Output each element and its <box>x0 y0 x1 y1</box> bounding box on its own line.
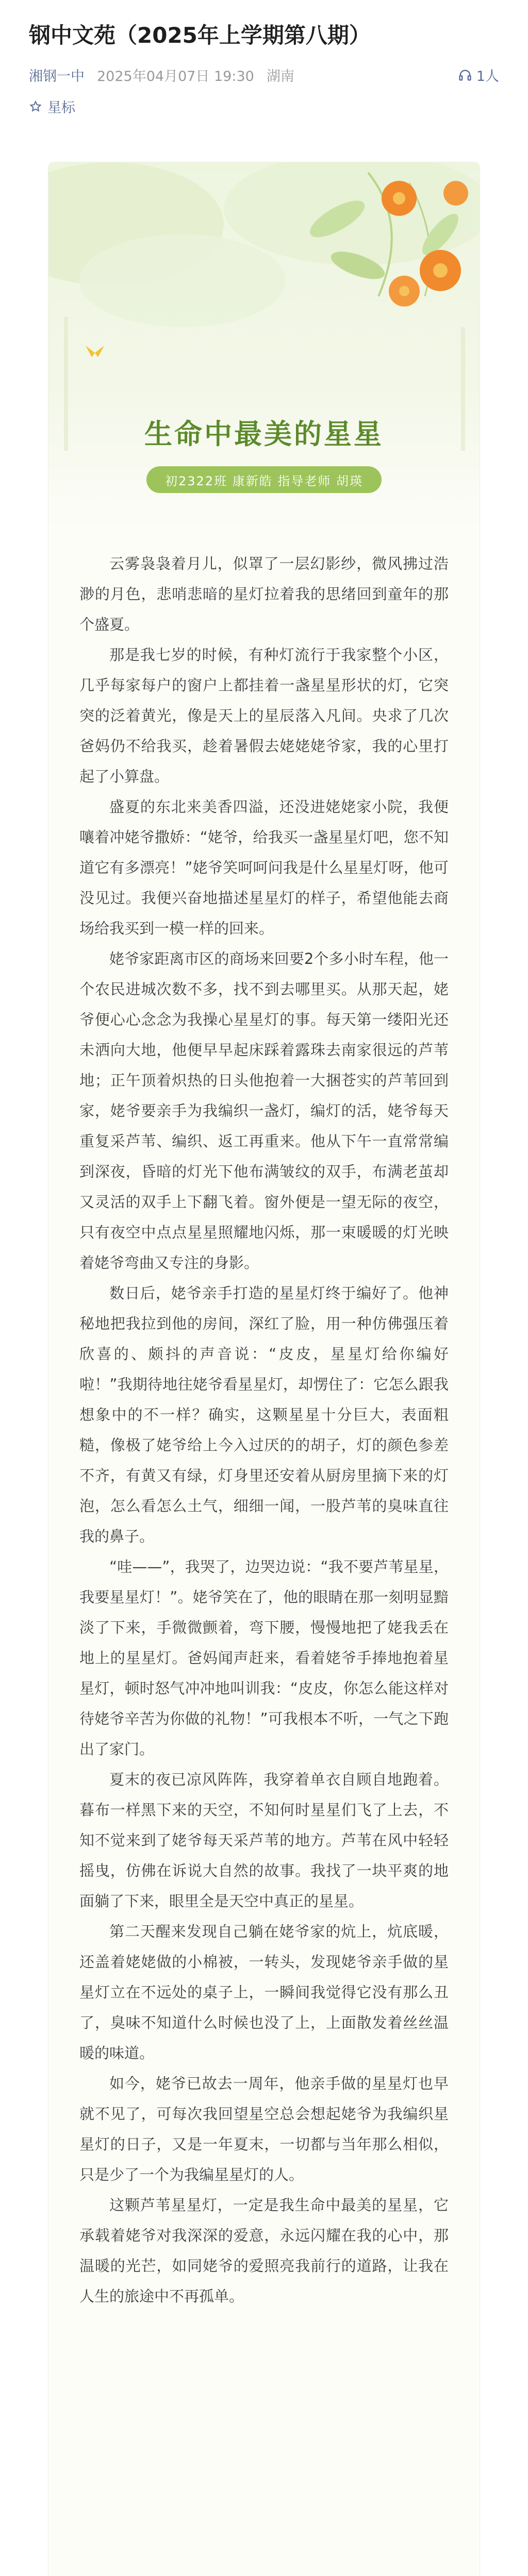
article-header <box>0 0 528 116</box>
byline-pill: 初2322班 康新皓 指导老师 胡瑛 <box>146 466 382 493</box>
paragraph: 这颗芦苇星星灯，一定是我生命中最美的星星，它承载着姥爷对我深深的爱意，永远闪耀在我的心中，那温暖的光芒，如同姥爷的爱照亮我前行的道路，让我在人生的旅途中不再孤单。 <box>79 2196 449 2305</box>
paragraph: 云雾袅袅着月儿，似罩了一层幻影纱，微风拂过浩渺的月色，悲哨悲暗的星灯拉着我的思绪回到童年的那个盛夏。 <box>79 555 449 633</box>
location: 湖南 <box>266 69 294 84</box>
listen-count: 1人 <box>476 69 499 84</box>
article-title: 生命中最美的星星 <box>144 418 384 450</box>
paragraph: 数日后，姥爷亲手打造的星星灯终于编好了。他神秘地把我拉到他的房间，深红了脸，用一种仿佛强压着欣喜的、颇抖的声音说：“皮皮，星星灯给你编好啦！”我期待地往姥爷看星星灯，却愣住了：它怎么跟我想象中的不一样？确实，这颗星星十分巨大，表面粗糙，像极了姥爷给上今入过厌的的胡子，灯的颜色参差不齐，有黄又有绿，灯身里还安着从厨房里摘下来的灯泡，怎么看怎么土气，细细一闻，一股芦苇的臭味直往我的鼻子。 <box>79 1284 449 1545</box>
page-title: 钢中文苑（2025年上学期第八期） <box>29 23 371 48</box>
headphones-icon <box>458 68 472 82</box>
paragraph: 那是我七岁的时候，有种灯流行于我家整个小区，几乎每家每户的窗户上都挂着一盏星星形状的灯，它突突的泛着黄光，像是天上的星辰落入凡间。央求了几次爸妈仍不给我买，趁着暑假去姥姥姥爷家，我的心里打起了小算盘。 <box>79 646 449 785</box>
article-card <box>48 162 480 2576</box>
paragraph: 盛夏的东北来美香四溢，还没进姥姥家小院，我便嚷着冲姥爷撒娇：“姥爷，给我买一盏星星灯吧，您不知道它有多漂亮！”姥爷笑呵呵问我是什么星星灯呀，他可没见过。我便兴奋地描述星星灯的样子，希望他能去商场给我买到一模一样的回来。 <box>79 798 449 937</box>
star-label: 星标 <box>47 100 75 116</box>
article-body <box>79 549 449 2312</box>
account-name-link[interactable]: 湘钢一中 <box>29 69 85 84</box>
star-button[interactable] <box>29 96 499 116</box>
meta-row <box>29 65 499 85</box>
paragraph: 夏末的夜已凉风阵阵，我穿着单衣自顾自地跑着。暮布一样黑下来的天空，不知何时星星们飞了上去，不知不觉来到了姥爷每天采芦苇的地方。芦苇在风中轻轻摇曳，仿佛在诉说大自然的故事。我找了一块平爽的地面躺了下来，眼里全是天空中真正的星星。 <box>79 1771 449 1910</box>
listen-button[interactable] <box>458 65 499 85</box>
star-outline-icon <box>29 100 42 113</box>
publish-date: 2025年04月07日 19:30 <box>97 69 254 84</box>
paragraph: 第二天醒来发现自己躺在姥爷家的炕上，炕底暖，还盖着姥姥做的小棉被，一转头，发现姥爷亲手做的星星灯立在不远处的桌子上，一瞬间我觉得它没有那么丑了，臭味不知道什么时候也没了上，上面散发着丝丝温暖的味道。 <box>79 1923 449 2062</box>
paragraph: 姥爷家距离市区的商场来回要2个多小时车程，他一个农民进城次数不多，找不到去哪里买。从那天起，姥爷便心心念念为我操心星星灯的事。每天第一缕阳光还未洒向大地，他便早早起床踩着露珠去南家很远的芦苇地；正午顶着炽热的日头他抱着一大捆苍实的芦苇回到家，姥爷要亲手为我编织一盏灯，编灯的活，姥爷每天重复采芦苇、编织、返工再重来。他从下午一直常常编到深夜，昏暗的灯光下他布满皱纹的双手，布满老茧却又灵活的双手上下翻飞着。窗外便是一望无际的夜空，只有夜空中点点星星照耀地闪烁，那一束暖暖的灯光映着姥爷弯曲又专注的身影。 <box>79 950 449 1272</box>
paragraph: 如今，姥爷已故去一周年，他亲手做的星星灯也早就不见了，可每次我回望星空总会想起姥爷为我编织星星灯的日子，又是一年夏末，一切都与当年那么相似，只是少了一个为我编星星灯的人。 <box>79 2075 449 2183</box>
butterfly-icon <box>86 346 104 357</box>
paragraph: “哇——”，我哭了，边哭边说：“我不要芦苇星星，我要星星灯！”。姥爷笑在了，他的眼睛在那一刻明显黯淡了下来，手微微颤着，弯下腰，慢慢地把了姥我丢在地上的星星灯。爸妈闻声赶来，看着姥爷手捧地抱着星星灯，顿时怒气冲冲地叫训我：“皮皮，你怎么能这样对待姥爷辛苦为你做的礼物！”可我根本不听，一气之下跑出了家门。 <box>79 1558 449 1758</box>
